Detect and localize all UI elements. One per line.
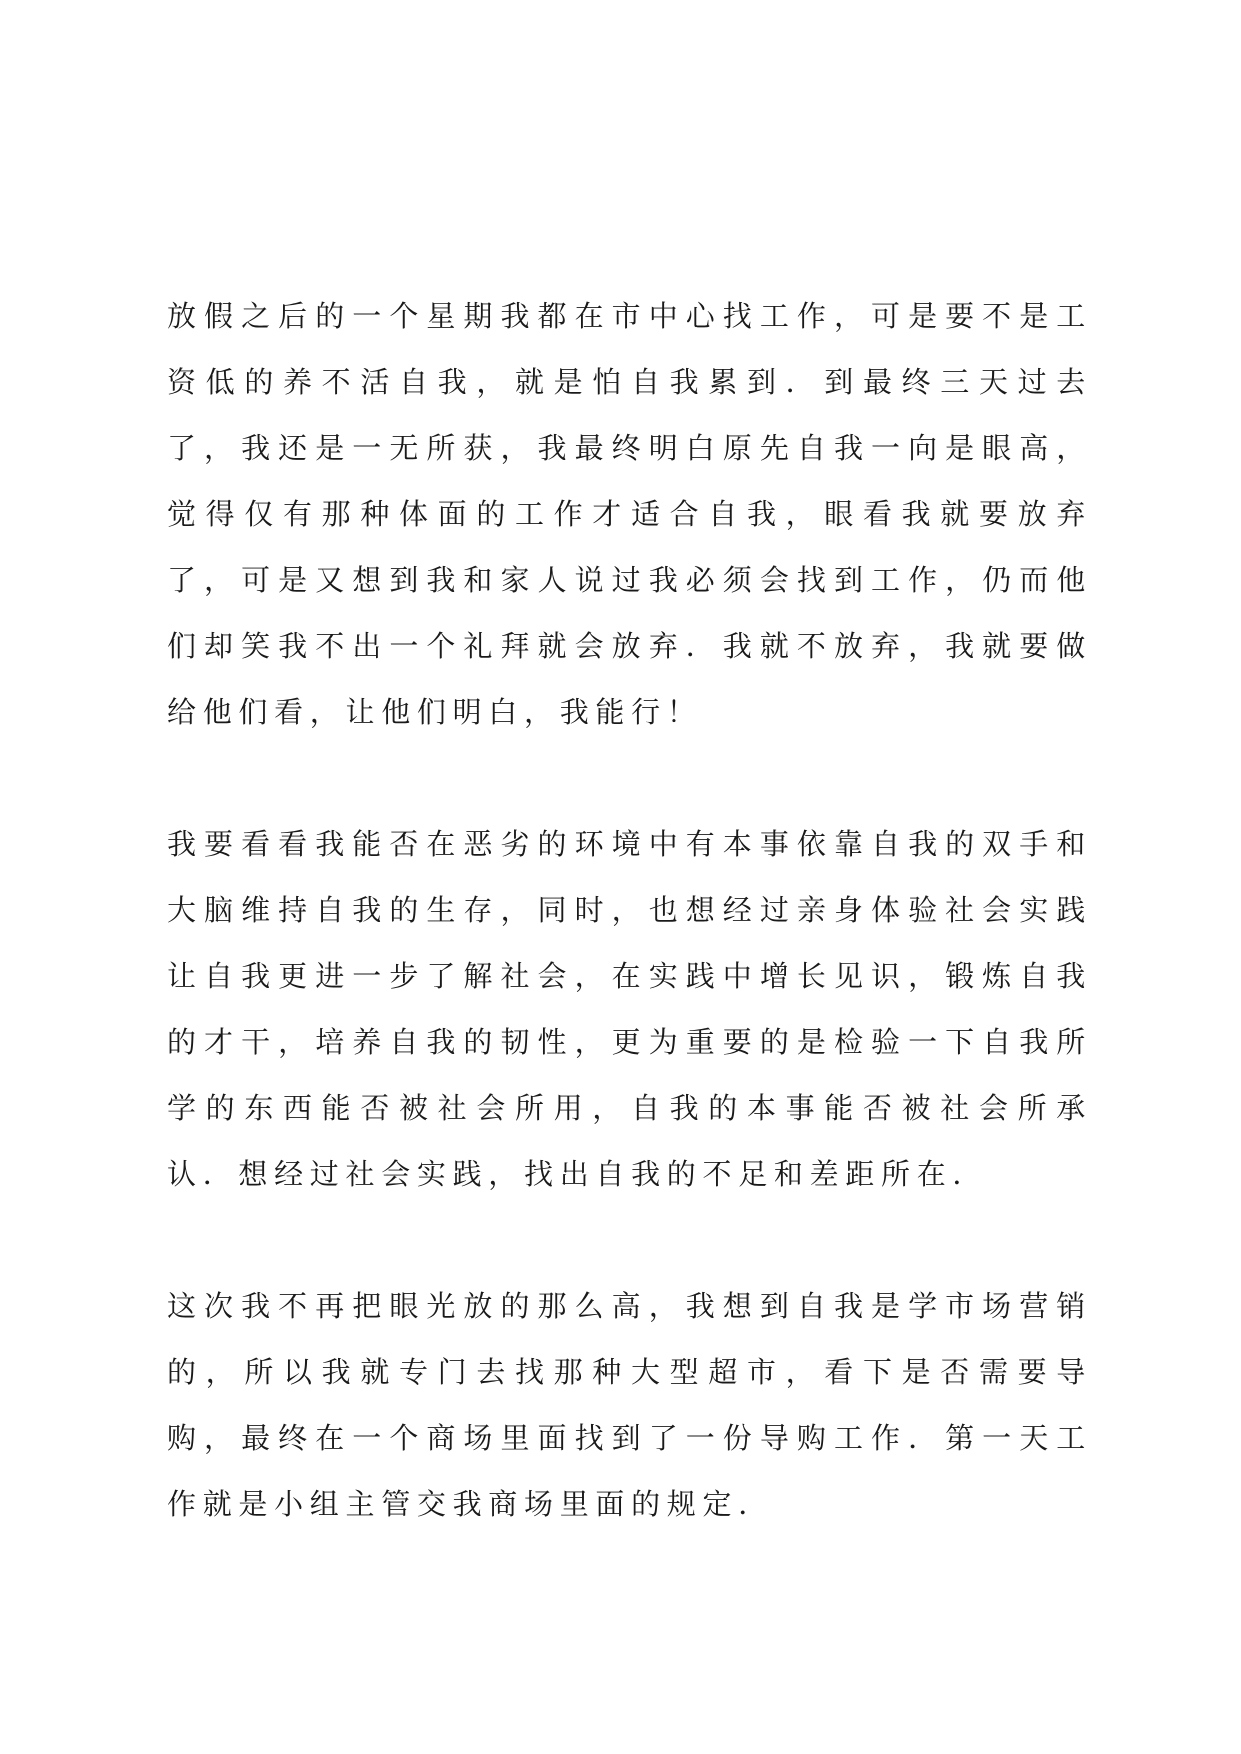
paragraph-3: 这次我不再把眼光放的那么高，我想到自我是学市场营销的，所以我就专门去找那种大型超市，看下是否需要导购，最终在一个商场里面找到了一份导购工作．第一天工作就是小组主管交我商场里面的规定．	[167, 1289, 1092, 1521]
paragraph-2: 我要看看我能否在恶劣的环境中有本事依靠自我的双手和大脑维持自我的生存，同时，也想经过亲身体验社会实践让自我更进一步了解社会，在实践中增长见识，锻炼自我的才干，培养自我的韧性，更为重要的是检验一下自我所学的东西能否被社会所用，自我的本事能否被社会所承认．想经过社会实践，找出自我的不足和差距所在．	[167, 827, 1092, 1191]
document-body	[167, 283, 1092, 1537]
paragraph-1: 放假之后的一个星期我都在市中心找工作，可是要不是工资低的养不活自我，就是怕自我累到．到最终三天过去了，我还是一无所获，我最终明白原先自我一向是眼高，觉得仅有那种体面的工作才适合自我，眼看我就要放弃了，可是又想到我和家人说过我必须会找到工作，仍而他们却笑我不出一个礼拜就会放弃．我就不放弃，我就要做给他们看，让他们明白，我能行！	[167, 299, 1092, 729]
